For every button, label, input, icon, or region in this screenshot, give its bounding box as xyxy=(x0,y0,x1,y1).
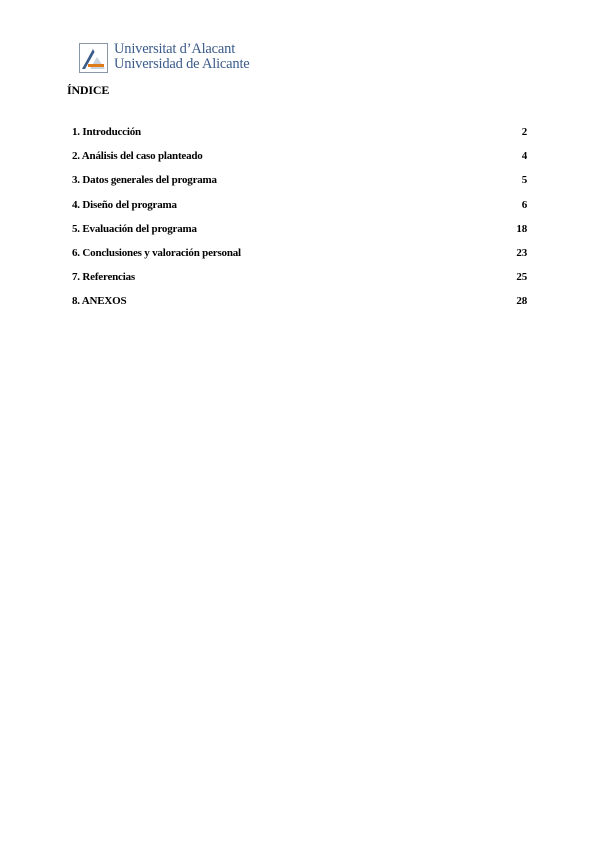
toc-entry-page: 2 xyxy=(521,126,527,138)
toc-entry-label: 6. Conclusiones y valoración personal xyxy=(72,246,241,259)
toc-entry-page: 6 xyxy=(521,198,527,211)
toc-row[interactable] xyxy=(72,271,527,295)
toc-row[interactable] xyxy=(72,223,527,247)
toc-entry-page: 28 xyxy=(516,295,527,308)
index-heading: ÍNDICE xyxy=(67,83,110,97)
toc-entry-label: 2. Análisis del caso planteado xyxy=(72,150,203,163)
toc-row[interactable] xyxy=(72,126,527,150)
toc-entry-page: 5 xyxy=(521,174,527,187)
toc-entry-label: 1. Introducción xyxy=(72,126,141,138)
toc-entry-page: 23 xyxy=(516,246,527,259)
toc-row[interactable] xyxy=(72,199,527,223)
university-logo-icon xyxy=(79,43,108,73)
toc-entry-label: 5. Evaluación del programa xyxy=(72,222,197,235)
toc-entry-page: 18 xyxy=(516,222,527,235)
university-logo xyxy=(79,42,249,74)
toc-entry-label: 3. Datos generales del programa xyxy=(72,174,217,187)
table-of-contents xyxy=(72,126,527,320)
toc-row[interactable] xyxy=(72,295,527,319)
toc-entry-label: 8. ANEXOS xyxy=(72,295,127,308)
toc-row[interactable] xyxy=(72,150,527,174)
university-name xyxy=(114,42,250,72)
toc-entry-label: 7. Referencias xyxy=(72,271,135,284)
toc-entry-page: 25 xyxy=(516,271,527,284)
university-name-spanish: Universidad de Alicante xyxy=(114,56,250,72)
toc-row[interactable] xyxy=(72,247,527,271)
toc-row[interactable] xyxy=(72,174,527,198)
university-name-valencian: Universitat d’Alacant xyxy=(114,41,236,57)
toc-entry-label: 4. Diseño del programa xyxy=(72,198,177,211)
toc-entry-page: 4 xyxy=(521,150,527,163)
